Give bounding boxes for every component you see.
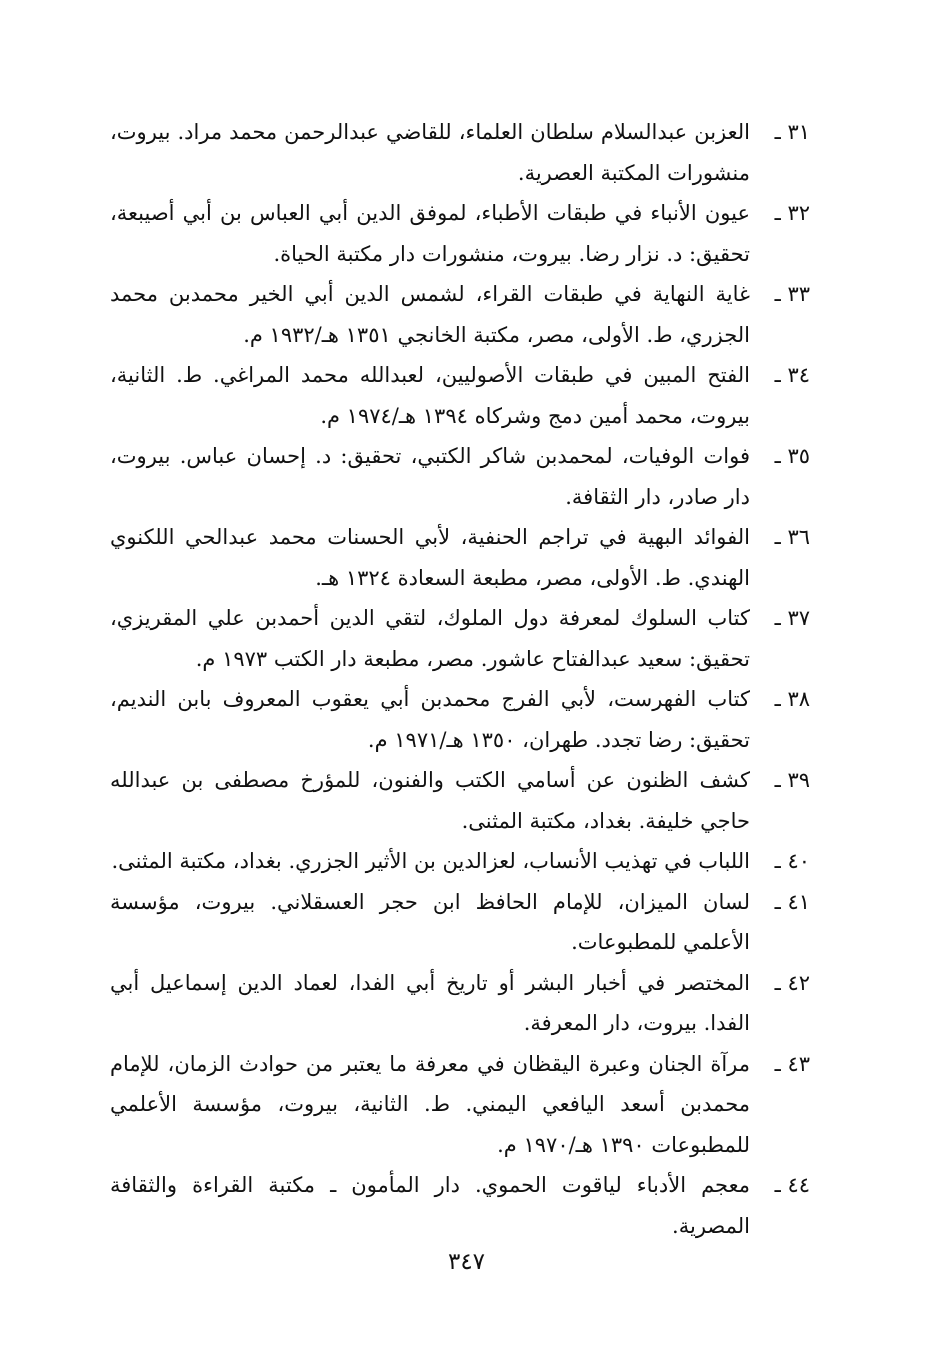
bibliography-entry-43 (110, 1044, 810, 1166)
entry-text: كتاب السلوك لمعرفة دول الملوك، لتقي الدين أحمدبن علي المقريزي، تحقيق: سعيد عبدالفتاح عاشور. مصر، مطبعة دار الكتب ١٩٧٣ م. (110, 606, 750, 671)
page-number: ٣٤٧ (447, 1249, 486, 1275)
entry-text: مرآة الجنان وعبرة اليقظان في معرفة ما يعتبر من حوادث الزمان، للإمام محمدبن أسعد اليافعي اليمني. ط. الثانية، بيروت، مؤسسة الأعلمي للمطبوعات ١٣٩٠ هـ/١٩٧٠ م. (110, 1051, 750, 1157)
entry-text: كشف الظنون عن أسامي الكتب والفنون، للمؤرخ مصطفى بن عبدالله حاجي خليفة. بغداد، مكتبة المثنى. (110, 768, 750, 833)
entry-number: ٣٩ ـ (774, 768, 810, 792)
entry-number: ٣٦ ـ (774, 525, 810, 549)
entry-text: اللباب في تهذيب الأنساب، لعزالدين بن الأثير الجزري. بغداد، مكتبة المثنى. (111, 849, 750, 873)
entry-text: لسان الميزان، للإمام الحافظ ابن حجر العسقلاني. بيروت، مؤسسة الأعلمي للمطبوعات. (110, 889, 750, 954)
entry-number: ٤١ ـ (774, 889, 810, 914)
entry-number: ٣٧ ـ (774, 606, 810, 630)
entry-number: ٤٢ ـ (774, 970, 810, 995)
bibliography-entry-34 (110, 355, 810, 436)
entry-number: ٣٨ ـ (774, 687, 810, 711)
entry-text: عيون الأنباء في طبقات الأطباء، لموفق الدين أبي العباس بن أبي أصيبعة، تحقيق: د. نزار رضا. بيروت، منشورات دار مكتبة الحياة. (110, 201, 750, 266)
entry-number: ٣٥ ـ (774, 444, 810, 468)
bibliography-entry-44 (110, 1165, 810, 1246)
entry-text: معجم الأدباء لياقوت الحموي. دار المأمون ـ مكتبة القراءة والثقافة المصرية. (110, 1173, 750, 1238)
entry-number: ٣٢ ـ (774, 201, 810, 225)
bibliography-entry-36 (110, 517, 810, 598)
entry-text: المختصر في أخبار البشر أو تاريخ أبي الفدا، لعماد الدين إسماعيل أبي الفدا. بيروت، دار المعرفة. (110, 970, 750, 1035)
bibliography-list (110, 112, 810, 1246)
bibliography-entry-32 (110, 193, 810, 274)
entry-number: ٤٤ ـ (774, 1173, 810, 1197)
entry-text: الفوائد البهية في تراجم الحنفية، لأبي الحسنات محمد عبدالحي اللكنوي الهندي. ط. الأولى، مصر، مطبعة السعادة ١٣٢٤ هـ. (110, 525, 750, 590)
bibliography-entry-35 (110, 436, 810, 517)
entry-text: فوات الوفيات، لمحمدبن شاكر الكتبي، تحقيق: د. إحسان عباس. بيروت، دار صادر، دار الثقافة. (110, 444, 750, 509)
entry-text: كتاب الفهرست، لأبي الفرج محمدبن أبي يعقوب المعروف بابن النديم، تحقيق: رضا تجدد. طهران، ١٣٥٠ هـ/١٩٧١ م. (110, 687, 750, 752)
entry-number: ٤٣ ـ (774, 1051, 810, 1076)
bibliography-entry-42 (110, 963, 810, 1044)
bibliography-entry-37 (110, 598, 810, 679)
bibliography-entry-41 (110, 882, 810, 963)
entry-text: العزبن عبدالسلام سلطان العلماء، للقاضي عبدالرحمن محمد مراد. بيروت، منشورات المكتبة العصرية. (110, 120, 750, 185)
bibliography-entry-40 (110, 841, 810, 882)
entry-text: الفتح المبين في طبقات الأصوليين، لعبدالله محمد المراغي. ط. الثانية، بيروت، محمد أمين دمج وشركاه ١٣٩٤ هـ/١٩٧٤ م. (110, 363, 751, 428)
entry-number: ٣٣ ـ (774, 282, 810, 306)
entry-text: غاية النهاية في طبقات القراء، لشمس الدين أبي الخير محمدبن محمد الجزري، ط. الأولى، مصر، مكتبة الخانجي ١٣٥١ هـ/١٩٣٢ م. (110, 282, 750, 347)
bibliography-entry-31 (110, 112, 810, 193)
entry-number: ٣١ ـ (774, 120, 810, 144)
bibliography-entry-39 (110, 760, 810, 841)
entry-number: ٣٤ ـ (774, 363, 810, 387)
bibliography-entry-33 (110, 274, 810, 355)
bibliography-entry-38 (110, 679, 810, 760)
entry-number: ٤٠ ـ (774, 849, 810, 873)
